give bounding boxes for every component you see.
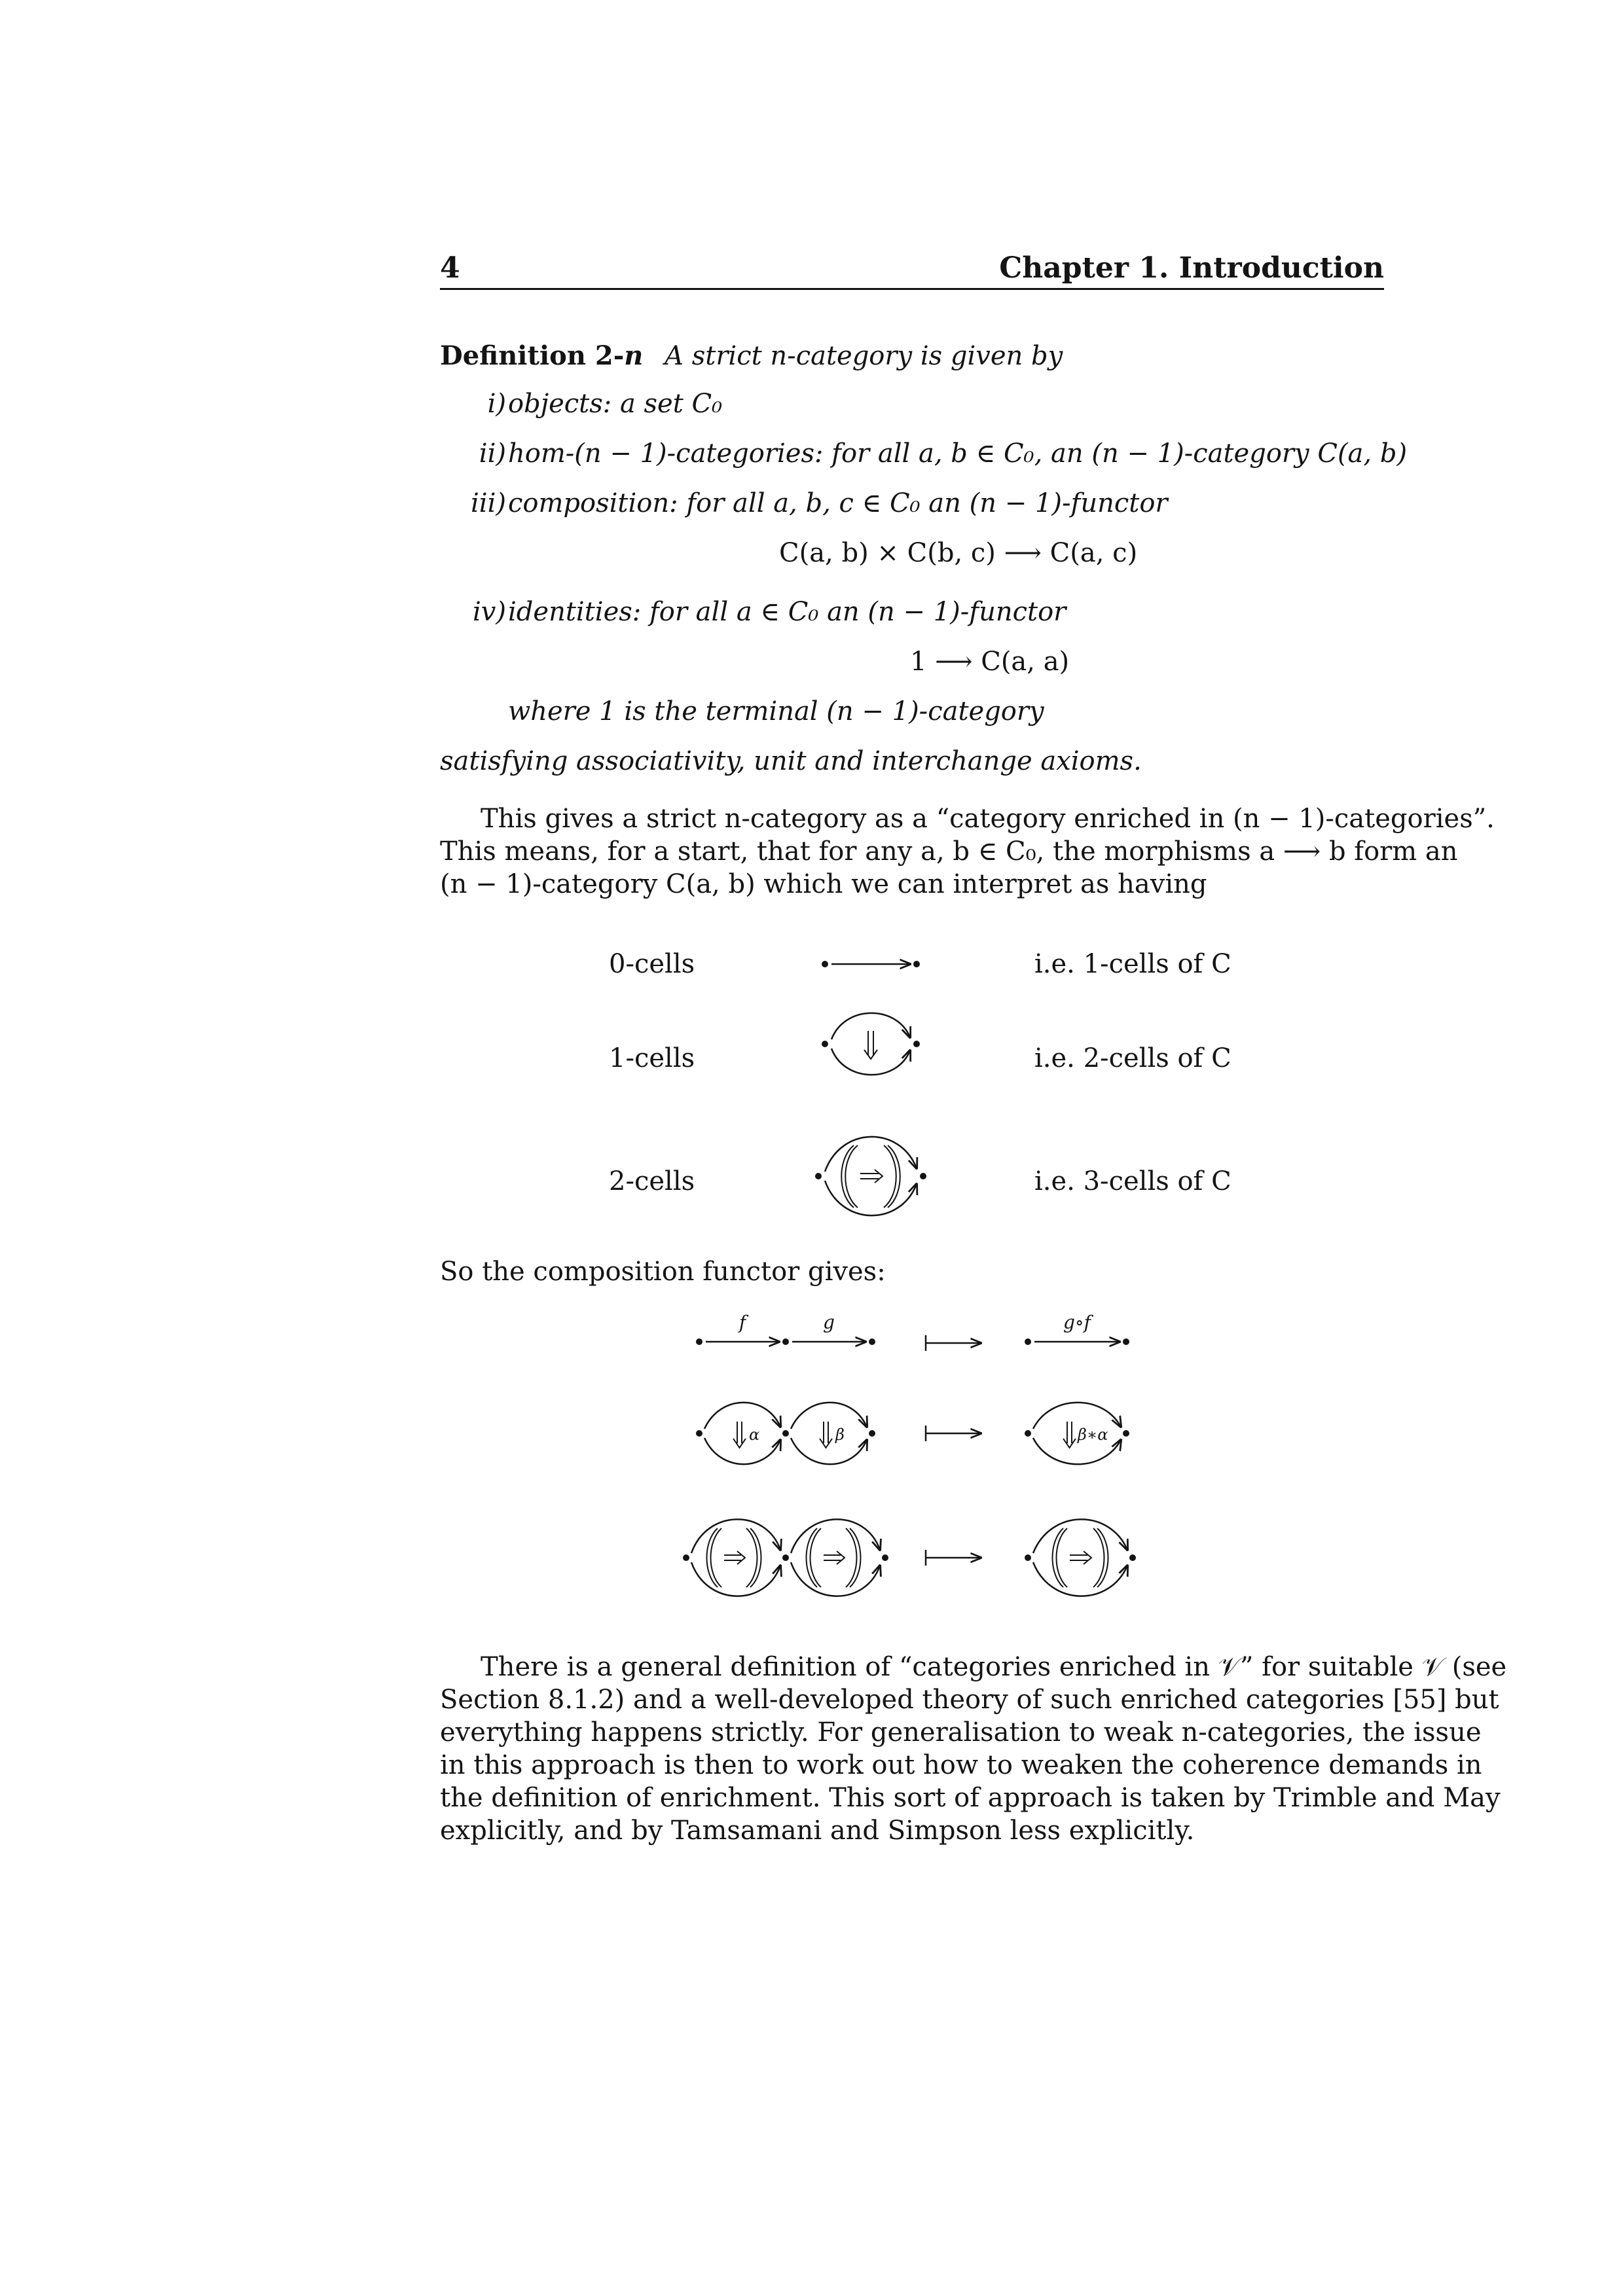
item-number: iii) [471,488,506,518]
paragraph-enrichment [440,1651,1507,1847]
paragraph-line: everything happens strictly. For generalisation to weak n-categories, the issue [440,1717,1482,1748]
identity-formula: 1 ⟶ C(a, a) [910,647,1070,677]
item-text: objects: a set C₀ [508,389,723,419]
item-number: iv) [473,597,506,627]
label-g: g [823,1312,835,1333]
item-text: composition: for all a, b, c ∈ C₀ an (n − 1)-functor [508,488,1168,518]
running-header: Chapter 1. Introduction [999,251,1384,285]
paragraph-intro [440,802,1495,901]
paragraph-line: (n − 1)-category C(a, b) which we can interpret as having [440,869,1207,899]
composition-formula: C(a, b) × C(b, c) ⟶ C(a, c) [779,538,1138,568]
cell-meaning-1: i.e. 2-cells of C [1034,1043,1231,1073]
composition-diagrams [674,1302,1146,1617]
item-text: identities: for all a ∈ C₀ an (n − 1)-functor [508,597,1067,627]
composition-intro: So the composition functor gives: [440,1257,886,1287]
label-gof: g∘f [1063,1312,1091,1333]
item-number: i) [487,389,506,419]
zero-cell-diagram [822,961,920,967]
composition-row-3-cells [683,1519,1136,1596]
two-cell-diagram [815,1137,926,1215]
item-text: hom-(n − 1)-categories: for all a, b ∈ C₀, an (n − 1)-category C(a, b) [508,439,1408,469]
paragraph-line: This gives a strict n-category as a “category enriched in (n − 1)-categories”. [481,804,1495,834]
definition-closing: satisfying associativity, unit and interchange axioms. [440,746,1142,776]
label-beta-star-alpha: β∗α [1078,1426,1108,1444]
cell-label-1: 1-cells [609,1043,695,1073]
label-beta: β [835,1426,845,1444]
composition-row-1-cells [696,1312,1129,1351]
definition-label: Definition 2- [440,340,625,371]
paragraph-line: Section 8.1.2) and a well-developed theory of such enriched categories [55] but [440,1685,1499,1715]
composition-row-2-cells [696,1403,1129,1464]
cell-meaning-0: i.e. 1-cells of C [1034,949,1231,979]
header-rule [440,288,1384,290]
cell-label-2: 2-cells [609,1166,695,1196]
definition-heading [440,340,1063,371]
paragraph-line: This means, for a start, that for any a, b ∈ C₀, the morphisms a ⟶ b form an [440,836,1458,867]
page-number: 4 [440,251,460,285]
terminal-note: where 1 is the terminal (n − 1)-category [508,696,1044,726]
two-cell-inner-left [707,1528,761,1587]
label-alpha: α [749,1426,760,1444]
two-cell-inner-right [1053,1528,1108,1587]
definition-intro: A strict n-category is given by [665,341,1063,371]
label-f: f [739,1312,746,1333]
one-cell-diagram [822,1013,920,1075]
item-number: ii) [479,439,506,469]
cells-diagrams [805,942,936,1230]
paragraph-line: in this approach is then to work out how to weaken the coherence demands in [440,1750,1482,1780]
cell-meaning-2: i.e. 3-cells of C [1034,1166,1231,1196]
definition-label-n: n [624,340,644,371]
paragraph-line: There is a general definition of “categories enriched in 𝒱” for suitable 𝒱 (see [481,1652,1507,1682]
paragraph-line: explicitly, and by Tamsamani and Simpson less explicitly. [440,1816,1195,1846]
paragraph-line: the definition of enrichment. This sort of approach is taken by Trimble and May [440,1783,1501,1813]
cell-label-0: 0-cells [609,949,695,979]
two-cell-inner-middle [807,1528,861,1587]
